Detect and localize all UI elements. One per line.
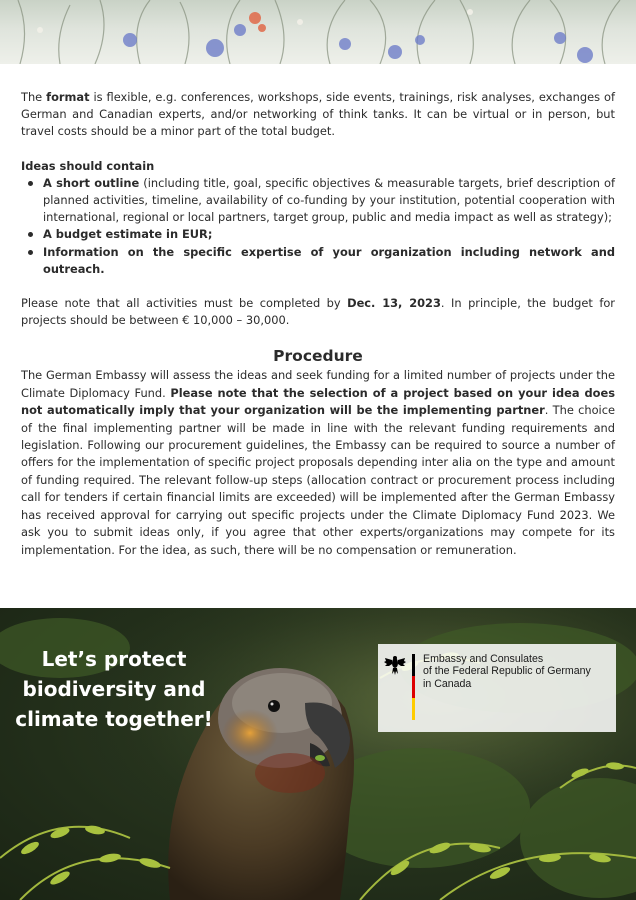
procedure-lead-text: The German Embassy will assess the ideas and seek funding for a limited number of projects under the Climate Diplomacy Fund. (21, 368, 615, 400)
deadline-paragraph (21, 295, 615, 329)
procedure-rest-text: . The choice of the final implementing partner will be made in line with the relevant funding requirements and legislation. Following our procurement guidelines, the Embassy can be required to source a number of offers for the implementation of specific project proposals depending inter alia on the type and amount of funding required. The relevant follow-up steps (allocation contract or procurement process including call for tenders if certain financial limits are exceeded) will be implemented after the German Embassy has received approval for carrying out specific projects under the Climate Diplomacy Fund 2023. We ask you to submit ideas only, if you agree that other experts/organizations may compete for its implementation. For the idea, as such, there will be no compensation or remuneration. (21, 403, 615, 557)
procedure-paragraph (21, 367, 615, 558)
federal-eagle-icon (384, 654, 406, 676)
slogan (14, 644, 214, 734)
list-item-text: (including title, goal, specific objectives & measurable targets, brief description of planned activities, timeline, availability of co-funding by your institution, potential cooperation with international, regional or local partners, target group, public and media impact as well as strategy); (43, 175, 615, 225)
embassy-name-line: Embassy and Consulates (423, 653, 544, 665)
deadline-lead-text: Please note that all activities must be completed by (21, 296, 348, 311)
ideas-list (21, 175, 615, 278)
list-item-bold: A short outline (43, 175, 140, 190)
ideas-heading: Ideas should contain (21, 158, 155, 173)
format-lead-text: The (21, 90, 47, 104)
embassy-name-line: in Canada (423, 677, 472, 690)
format-bold-text: format (46, 90, 90, 104)
format-rest-text: is flexible, e.g. conferences, workshops, side events, trainings, risk analyses, exchanges of German and Canadian experts, and/or networking of think tanks. It can be virtual or in person, but travel costs should be a minor part of the total budget. (21, 90, 615, 139)
flag-stripe-black (412, 654, 415, 676)
format-paragraph (21, 89, 615, 141)
slogan-line: climate together! (15, 707, 213, 731)
deadline-date: Dec. 13, 2023 (347, 296, 441, 311)
procedure-bold-text: Please note that the selection of a project based on your idea does not automatically imply that your organization will be the implementing partner (21, 385, 615, 418)
embassy-name-line: of the Federal Republic of Germany (423, 665, 591, 678)
list-item-bold: A budget estimate in EUR; (43, 227, 213, 242)
main-content (21, 89, 615, 559)
german-flag-bar (412, 654, 415, 720)
list-item (21, 226, 615, 243)
flag-stripe-red (412, 676, 415, 698)
procedure-title: Procedure (273, 347, 363, 366)
deadline-rest-text: . In principle, the budget for projects should be between € 10,000 – 30,000. (21, 296, 615, 328)
list-item (21, 175, 615, 227)
embassy-name (423, 653, 613, 690)
list-item-bold: Information on the specific expertise of your organization including network and outreach. (43, 244, 615, 276)
embassy-logo-box (378, 644, 616, 732)
flag-stripe-gold (412, 698, 415, 720)
wildflower-illustration (0, 0, 636, 64)
slogan-line: biodiversity and (22, 677, 206, 701)
slogan-line: Let’s protect (41, 647, 187, 671)
top-banner-image (0, 0, 636, 64)
list-item (21, 244, 615, 278)
